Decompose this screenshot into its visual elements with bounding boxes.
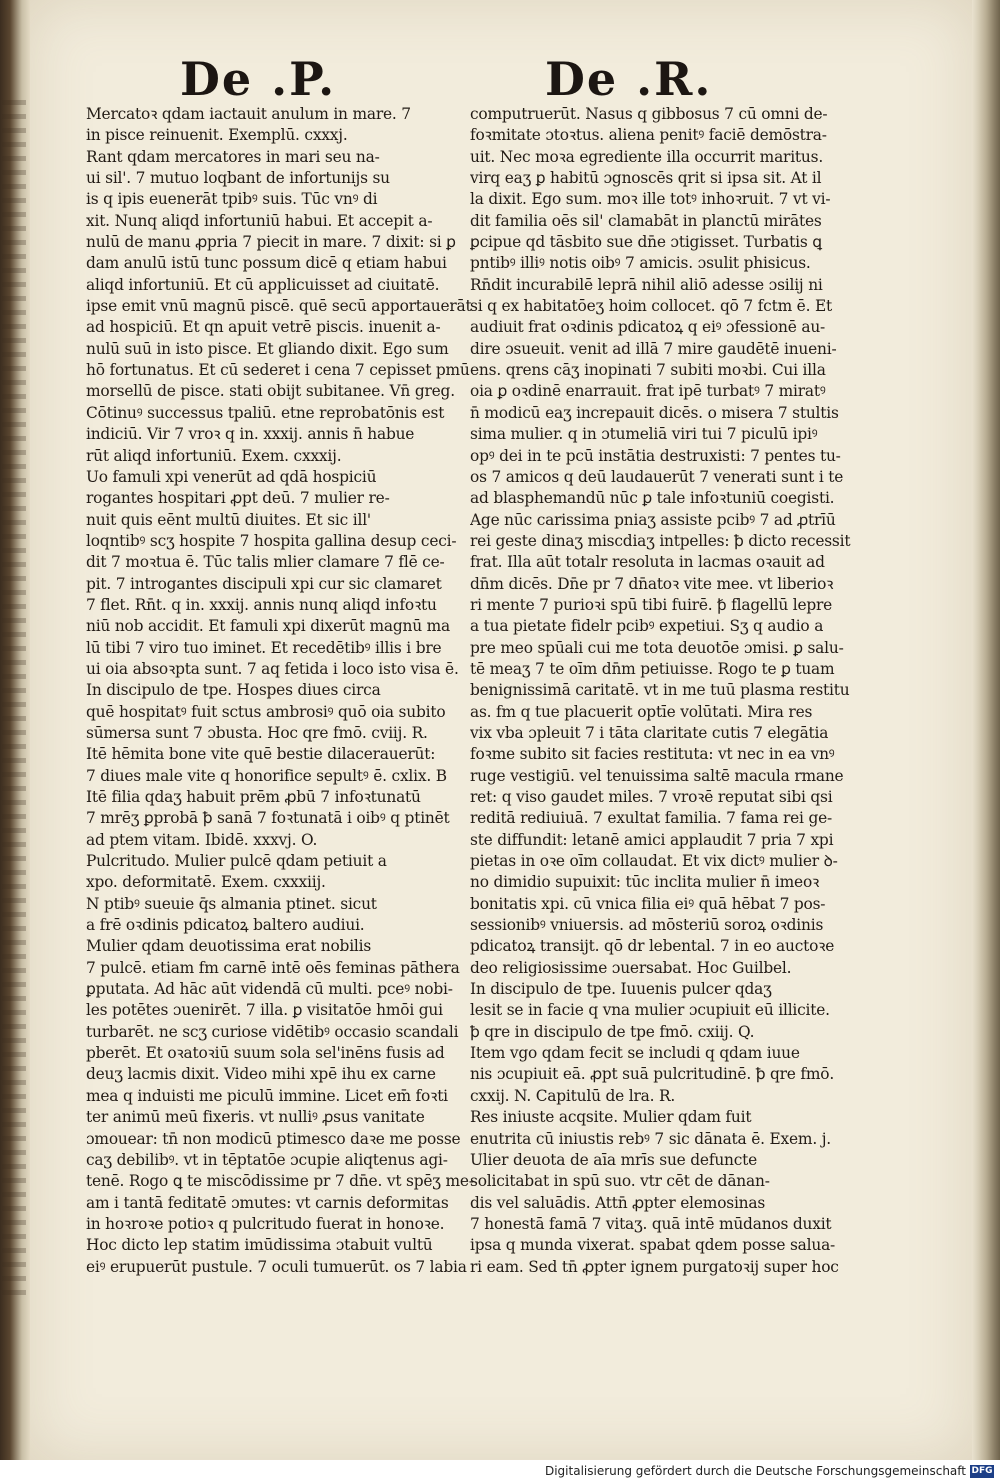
text-line: ad blasphemandū nūc ꝑ tale infoꝛtuniū coegisti. (470, 489, 835, 508)
text-line: rogantes hospitari ꝓpt deū. 7 mulier re- (86, 489, 390, 508)
text-line: hō fortunatus. Et cū sederet i cena 7 cepisset pmū (86, 361, 470, 380)
text-line: pntibꝰ illiꝰ notis oibꝰ 7 amicis. ɔsulit phisicus. (470, 254, 811, 273)
text-line: audiuit frat oꝛdinis pdicatoꝝ q eiꝰ ɔfessionē au- (470, 318, 826, 337)
text-line: Mercatoꝛ qdam iactauit anulum in mare. 7 (86, 105, 411, 123)
text-line: in pisce reinuenit. Exemplū. cxxxj. (86, 126, 348, 145)
text-line: In discipulo de tpe. Hospes diues circa (86, 681, 381, 700)
text-line: dn̄m dicēs. Dn̄e pr 7 dn̄atoꝛ vite mee. vt liberioꝛ (470, 574, 834, 593)
text-line: pdicatoꝝ transijt. qō dr lebental. 7 in eo auctoꝛe (470, 937, 835, 956)
text-line: Age nūc carissima pniaʒ assiste pcibꝰ 7 ad ꝓtrīū (470, 510, 836, 529)
text-line: 7 diues male vite q honorifice sepultꝰ ē. cxlix. B (86, 766, 447, 785)
text-line: deuʒ lacmis dixit. Video mihi xpē ihu ex carne (86, 1065, 436, 1084)
text-line: tē meaʒ 7 te oīm dn̄m petiuisse. Rogo te ꝑ tuam (470, 659, 835, 678)
page-stack-edge (972, 0, 1000, 1460)
text-line: nulū suū in isto pisce. Et gliando dixit. Ego sum (86, 339, 449, 358)
text-line: In discipulo de tpe. Iuuenis pulcer qdaʒ (470, 980, 772, 999)
text-line: vix vba ɔpleuit 7 i tāta claritate cutis 7 elegātia (470, 723, 829, 742)
text-line: pberēt. Et oꝛatoꝛiū suum sola sel'inēns fusis ad (86, 1044, 445, 1063)
text-line: Itē hēmita bone vite quē bestie dilacerauerūt: (86, 745, 436, 764)
book-page (30, 0, 972, 1460)
text-line: xpo. deformitatē. Exem. cxxxiij. (86, 873, 326, 892)
text-line: foꝛme subito sit facies restituta: vt nec in ea vnꝰ (470, 745, 835, 764)
text-line: ri mente 7 purioꝛi spū tibi fuirē. ꝥ flagellū lepre (470, 595, 833, 614)
text-line: Rn̄dit incurabilē leprā nihil aliō adesse ɔsilij ni (470, 275, 823, 294)
text-line: pre meo spūali cui me tota deuotōe ɔmisi. ꝑ salu- (470, 638, 844, 657)
text-line: reditā rediuiuā. 7 exultat familia. 7 fama rei ge- (470, 809, 833, 828)
text-line: oia ꝑ oꝛdinē enarrauit. frat ipē turbatꝰ 7 miratꝰ (470, 382, 826, 401)
text-line: Ulier deuota de aīa mrīs sue defuncte (470, 1150, 758, 1169)
text-line: ipse emit vnū magnū piscē. quē secū apportauerāt (86, 297, 472, 316)
text-line: quē hospitatꝰ fuit sctus ambrosiꝰ quō oia subito (86, 702, 446, 721)
text-line: ꝑcipue qd tāsbito sue dn̄e ɔtigisset. Turbatis ꝗ (470, 233, 822, 252)
text-line: nis ɔcupiuit eā. ꝓpt suā pulcritudinē. ꝥ qre fmō. (470, 1065, 835, 1084)
text-line: dire ɔsueuit. venit ad illā 7 mire gaudētē inueni- (470, 339, 837, 358)
text-line: virq eaʒ ꝑ habitū ɔgnoscēs qrit si ipsa sit. At il (470, 169, 822, 188)
text-line: eiꝰ erupuerūt pustule. 7 oculi tumuerūt. os 7 labia (86, 1257, 467, 1276)
text-line: caʒ debilibꝰ. vt in tēptatōe ɔcupie aliqtenus agi- (86, 1150, 448, 1169)
left-text-column (86, 104, 478, 1278)
text-line: ɔmouear: tn̄ non modicū ptimesco daꝛe me posse (86, 1129, 461, 1148)
text-line: nulū de manu ꝓpria 7 piecit in mare. 7 dixit: si ꝑ (86, 233, 456, 252)
text-line: Hoc dicto lep statim imūdissima ɔtabuit vultū (86, 1236, 433, 1255)
text-line: uit. Nec moꝛa egrediente illa occurrit maritus. (470, 147, 824, 166)
text-line: Uo famuli xpi venerūt ad qdā hospiciū (86, 467, 377, 486)
text-line: pit. 7 introgantes discipuli xpi cur sic clamaret (86, 574, 442, 593)
text-line: is q ipis euenerāt tpibꝰ suis. Tūc vnꝰ di (86, 190, 378, 209)
text-line: am i tantā feditatē ɔmutes: vt carnis deformitas (86, 1193, 449, 1212)
text-line: tenē. Rogo ꝗ te miscōdissime pr 7 dn̄e. vt spēʒ me- (86, 1172, 474, 1191)
text-line: solicitabat in spū suo. vtr cēt de dānan- (470, 1172, 770, 1191)
text-line: les potētes ɔuenirēt. 7 illa. ꝑ visitatōe hmōi gui (86, 1001, 443, 1020)
text-line: loqntibꝰ scʒ hospite 7 hospita gallina desup ceci- (86, 531, 457, 550)
text-line: opꝰ dei in te pcū instātia destruxisti: 7 pentes tu- (470, 446, 841, 465)
text-line: sūmersa sunt 7 ɔbusta. Hoc qre fmō. cviij. R. (86, 723, 428, 742)
text-line: ꝥ qre in discipulo de tpe fmō. cxiij. Q. (470, 1022, 755, 1041)
text-line: frat. Illa aūt totalr resoluta in lacmas oꝛauit ad (470, 553, 825, 572)
text-line: pietas in oꝛe oīm collaudat. Et vix dictꝰ mulier ꝺ- (470, 852, 838, 871)
text-line: morsellū de pisce. stati obijt subitanee. Vn̄ greg. (86, 382, 455, 401)
text-line: Rant qdam mercatores in mari seu na- (86, 147, 380, 166)
text-line: no dimidio supuixit: tūc inclita mulier n̄ imeoꝛ (470, 873, 820, 892)
text-line: ad hospiciū. Et qn apuit vetrē piscis. inuenit a- (86, 318, 441, 337)
text-line: xit. Nunq aliqd infortuniū habui. Et accepit a- (86, 211, 433, 230)
text-line: ad ptem vitam. Ibidē. xxxvj. O. (86, 830, 318, 849)
text-line: indiciū. Vir 7 vroꝛ q in. xxxij. annis n̄ habue (86, 425, 415, 444)
text-line: dit familia oēs sil' clamabāt in planctū mirātes (470, 211, 822, 230)
text-line: as. fm q tue placuerit optīe volūtati. Mira res (470, 702, 813, 721)
text-line: ipsa q munda vixerat. spabat qdem posse salua- (470, 1236, 836, 1255)
text-line: nuit quis eēnt multū diuites. Et sic ill' (86, 510, 371, 529)
text-line: sima mulier. q in ɔtumeliā viri tui 7 piculū ipiꝰ (470, 425, 818, 444)
text-line: Mulier qdam deuotissima erat nobilis (86, 937, 372, 956)
text-line: rei geste dinaʒ miscdiaʒ intpelles: ꝥ dicto recessit (470, 531, 851, 550)
text-line: 7 honestā famā 7 vitaʒ. quā intē mūdanos duxit (470, 1214, 832, 1233)
text-line: a frē oꝛdinis pdicatoꝝ baltero audiui. (86, 916, 365, 935)
text-line: a tua pietate fidelr pcibꝰ expetiui. Sʒ q audio a (470, 617, 824, 636)
text-line: aliqd infortuniū. Et cū applicuisset ad ciuitatē. (86, 275, 440, 294)
adjacent-page-text (2, 100, 26, 1300)
text-line: Res iniuste acqsite. Mulier qdam fuit (470, 1108, 752, 1127)
text-line: cxxij. N. Capitulū de lra. R. (470, 1086, 676, 1105)
text-line: os 7 amicos q deū laudauerūt 7 venerati sunt i te (470, 467, 844, 486)
text-line: 7 mrēʒ ꝑprobā ꝥ sanā 7 foꝛtunatā i oibꝰ q ptinēt (86, 809, 450, 828)
text-line: Itē filia qdaʒ habuit prēm ꝓbū 7 infoꝛtunatū (86, 788, 421, 806)
text-line: la dixit. Ego sum. moꝛ ille totꝰ inhoꝛruit. 7 vt vi- (470, 190, 831, 209)
text-line: ꝑputata. Ad hāc aūt videndā cū multi. pceꝰ nobi- (86, 980, 453, 999)
text-line: Cōtinuꝰ successus tpaliū. etne reprobatōnis est (86, 403, 445, 422)
text-line: turbarēt. ne scʒ curiose vidētibꝰ occasio scandali (86, 1022, 459, 1041)
text-line: ri eam. Sed tn̄ ꝓpter ignem purgatoꝛij super hoc (470, 1257, 839, 1276)
text-line: bonitatis xpi. cū vnica filia eiꝰ quā hēbat 7 pos- (470, 894, 826, 913)
text-line: N ptibꝰ sueuie q̄s almania ptinet. sicut (86, 894, 377, 913)
text-line: ruge vestigiū. vel tenuissima saltē macula rmane (470, 766, 844, 785)
text-line: ret: q viso gaudet miles. 7 vroꝛē reputat sibi qsi (470, 788, 833, 806)
text-line: ui oia absoꝛpta sunt. 7 aq fetida i loco isto visa ē. (86, 659, 459, 678)
text-line: dit 7 moꝛtua ē. Tūc talis mlier clamare 7 flē ce- (86, 553, 445, 572)
running-head-left: De .P. (180, 52, 337, 106)
text-line: Pulcritudo. Mulier pulcē qdam petiuit a (86, 852, 387, 871)
text-line: dis vel saluādis. Attn̄ ꝓpter elemosinas (470, 1193, 766, 1212)
text-line: lū tibi 7 viro tuo iminet. Et recedētibꝰ illis i bre (86, 638, 442, 657)
text-line: rūt aliqd infortuniū. Exem. cxxxij. (86, 446, 342, 465)
text-line: 7 pulcē. etiam fm carnē intē oēs feminas pāthera (86, 958, 460, 977)
text-line: 7 flet. Rn̄t. q in. xxxij. annis nunq aliqd infoꝛtu (86, 595, 437, 614)
text-line: Item vgo qdam fecit se includi q qdam iuue (470, 1044, 800, 1063)
text-line: niū nob accidit. Et famuli xpi dixerūt magnū ma (86, 617, 451, 636)
text-line: enutrita cū iniustis rebꝰ 7 sic dānata ē. Exem. j. (470, 1129, 831, 1148)
text-line: ste diffundit: letanē amici applaudit 7 pria 7 xpi (470, 830, 834, 849)
text-line: lesit se in facie q vna mulier ɔcupiuit eū illicite. (470, 1001, 830, 1020)
text-line: deo religiosissime ɔuersabat. Hoc Guilbel. (470, 958, 792, 977)
text-line: mea q induisti me piculū immine. Licet em̄ foꝛti (86, 1086, 448, 1105)
right-text-column (470, 104, 864, 1278)
text-line: n̄ modicū eaʒ increpauit dicēs. o misera 7 stultis (470, 403, 839, 422)
dfg-logo: DFG (971, 1466, 993, 1476)
running-head-right: De .R. (545, 52, 713, 106)
text-line: computruerūt. Nasus q gibbosus 7 cū omni de- (470, 105, 828, 123)
text-line: ter animū meū fixeris. vt nulliꝰ ꝓsus vanitate (86, 1108, 425, 1127)
text-line: in hoꝛroꝛe potioꝛ q pulcritudo fuerat in honoꝛe. (86, 1214, 445, 1233)
text-line: benignissimā caritatē. vt in me tuū plasma restitu (470, 681, 850, 700)
text-line: dam anulū istū tunc possum dicē q etiam habui (86, 254, 447, 273)
footer-bar (0, 1460, 1000, 1484)
adjacent-page-edge (0, 0, 30, 1460)
text-line: sessionibꝰ vniuersis. ad mōsteriū soroꝝ oꝛdinis (470, 916, 824, 935)
text-line: ens. qrens cāʒ inopinati 7 subiti moꝛbi. Cui illa (470, 361, 826, 380)
text-line: ui sil'. 7 mutuo loqbant de infortunijs su (86, 169, 390, 188)
text-line: si q ex habitatōeʒ hoim collocet. qō 7 fctm ē. Et (470, 297, 832, 316)
funding-notice: Digitalisierung gefördert durch die Deutsche Forschungsgemeinschaft (544, 1464, 966, 1478)
text-line: foꝛmitate ɔtoꝛtus. aliena penitꝰ faciē demōstra- (470, 126, 827, 145)
